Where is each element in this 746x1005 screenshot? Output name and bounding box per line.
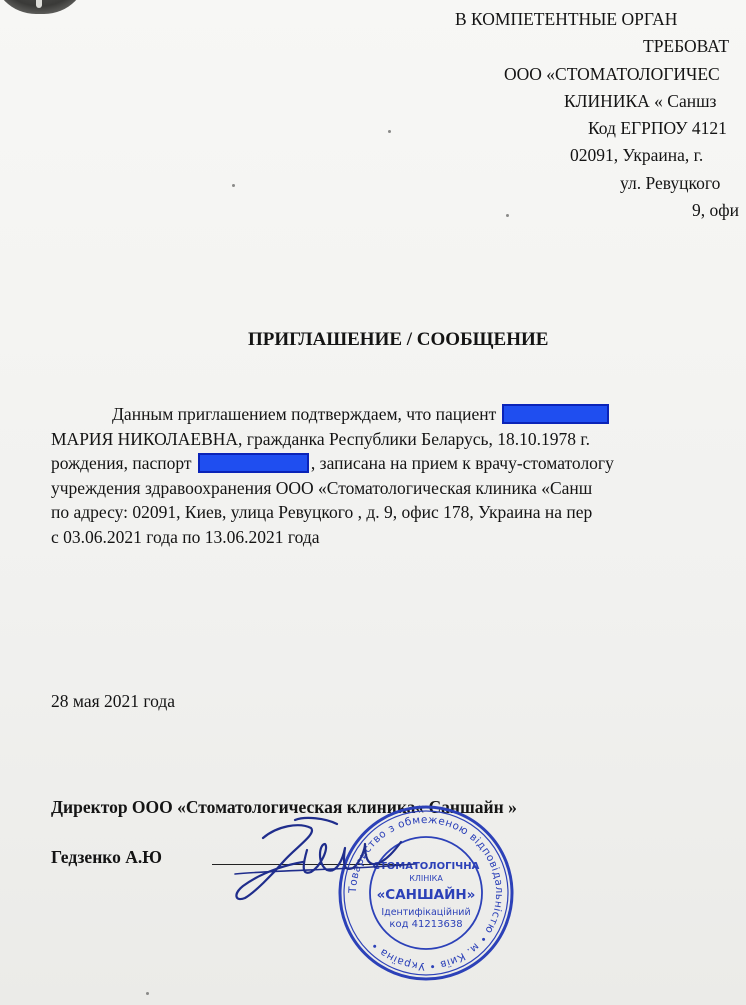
document-title: ПРИГЛАШЕНИЕ / СООБЩЕНИЕ [248,329,549,350]
signer-name: Гедзенко А.Ю [51,847,162,867]
addressee-line: 9, офи [692,200,739,221]
scan-speck [388,130,391,133]
body-line: с 03.06.2021 года по 13.06.2021 года [51,526,320,547]
body-line: учреждения здравоохранения ООО «Стоматологическая клиника «Санш [51,477,593,498]
body-line [51,402,746,427]
stamp-text: Ідентифікаційний [381,907,471,918]
scan-speck [146,992,149,995]
stamp-text: «САНШАЙН» [376,887,476,903]
addressee-line: ООО «СТОМАТОЛОГИЧЕС [504,63,720,84]
director-title: Директор ООО «Стоматологическая клиника« Саншайн » [51,797,517,817]
scan-speck [232,184,235,187]
stamp-text: КЛІНІКА [409,874,443,883]
body-text: , записана на прием к врачу-стоматологу [310,453,614,474]
addressee-line: ул. Ревуцкого [620,172,721,193]
corner-shadow [0,0,88,14]
stamp-ring-text: Товариство з обмеженою відповідальністю • м. Київ • Україна • [346,813,506,973]
addressee-line: В КОМПЕТЕНТНЫЕ ОРГАН [455,9,678,29]
body-text: рождения, паспорт [51,453,192,474]
body-line [51,451,746,476]
stamp-text: СТОМАТОЛОГІЧНА [372,861,480,872]
stamp-text: код 41213638 [389,919,463,930]
redaction-box [502,404,609,424]
addressee-line: 02091, Украина, г. [570,145,704,166]
document-date: 28 мая 2021 года [51,691,176,711]
addressee-line: ТРЕБОВАТ [643,36,730,57]
body-line: по адресу: 02091, Киев, улица Ревуцкого , д. 9, офис 178, Украина на пер [51,502,593,523]
handwritten-signature [225,814,425,904]
addressee-line: Код ЕГРПОУ 4121 [588,118,727,139]
body-text: Данным приглашением подтверждаем, что пациент [112,404,497,424]
scan-speck [506,214,509,217]
addressee-block [455,6,746,224]
addressee-line: КЛИНИКА « Саншз [564,90,717,111]
document-body [51,402,746,550]
redaction-box [198,453,309,473]
body-line: МАРИЯ НИКОЛАЕВНА, гражданка Республики Беларусь, 18.10.1978 г. [51,428,590,449]
